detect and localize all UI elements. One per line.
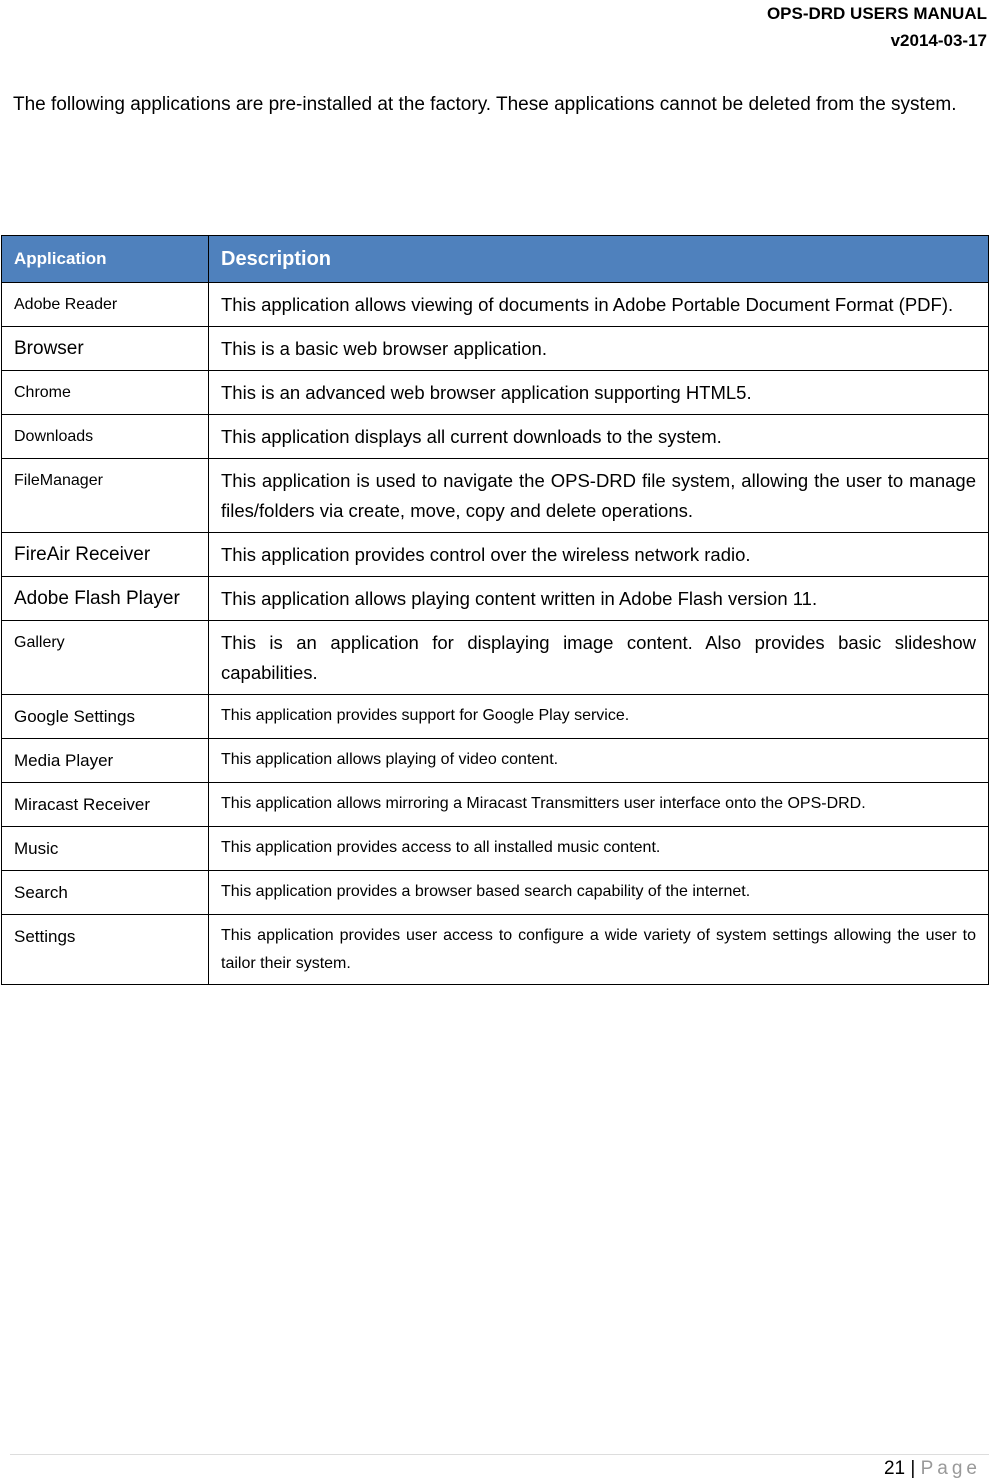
table-row bbox=[2, 283, 989, 327]
application-description: This application provides support for Google Play service. bbox=[209, 695, 989, 739]
table-row bbox=[2, 621, 989, 695]
application-name: Music bbox=[2, 827, 209, 871]
application-name: Settings bbox=[2, 915, 209, 985]
application-name: Gallery bbox=[2, 621, 209, 695]
application-description: This is an application for displaying image content. Also provides basic slideshow capabilities. bbox=[209, 621, 989, 695]
table-row bbox=[2, 915, 989, 985]
table-row bbox=[2, 871, 989, 915]
application-description: This is a basic web browser application. bbox=[209, 327, 989, 371]
application-description: This application allows viewing of documents in Adobe Portable Document Format (PDF). bbox=[209, 283, 989, 327]
table-row bbox=[2, 577, 989, 621]
column-header-application: Application bbox=[2, 236, 209, 283]
applications-table bbox=[1, 235, 989, 985]
application-description: This application provides control over the wireless network radio. bbox=[209, 533, 989, 577]
application-name: Downloads bbox=[2, 415, 209, 459]
application-description: This application allows playing of video content. bbox=[209, 739, 989, 783]
page-separator: | bbox=[910, 1458, 916, 1479]
page-number bbox=[884, 1458, 981, 1480]
application-name: Adobe Reader bbox=[2, 283, 209, 327]
table-row bbox=[2, 415, 989, 459]
table-row bbox=[2, 533, 989, 577]
table-row bbox=[2, 827, 989, 871]
table-row bbox=[2, 695, 989, 739]
table-header-row bbox=[2, 236, 989, 283]
page-number-value: 21 bbox=[883, 1458, 906, 1479]
table-row bbox=[2, 459, 989, 533]
table-row bbox=[2, 739, 989, 783]
application-name: Media Player bbox=[2, 739, 209, 783]
application-name: Chrome bbox=[2, 371, 209, 415]
page-header bbox=[767, 0, 987, 54]
application-description: This is an advanced web browser application supporting HTML5. bbox=[209, 371, 989, 415]
application-name: FireAir Receiver bbox=[2, 533, 209, 577]
application-name: Google Settings bbox=[2, 695, 209, 739]
table-row bbox=[2, 327, 989, 371]
application-name: Adobe Flash Player bbox=[2, 577, 209, 621]
application-description: This application is used to navigate the OPS-DRD file system, allowing the user to manage files/folders via create, move, copy and delete operations. bbox=[209, 459, 989, 533]
application-name: Search bbox=[2, 871, 209, 915]
manual-version: v2014-03-17 bbox=[890, 31, 987, 50]
application-description: This application provides user access to configure a wide variety of system settings allowing the user to tailor their system. bbox=[209, 915, 989, 985]
intro-paragraph: The following applications are pre-installed at the factory. These applications cannot be deleted from the system. bbox=[13, 94, 957, 115]
page-label: Page bbox=[920, 1458, 981, 1479]
application-name: Browser bbox=[2, 327, 209, 371]
application-description: This application allows playing content written in Adobe Flash version 11. bbox=[209, 577, 989, 621]
footer-divider bbox=[10, 1454, 989, 1455]
column-header-description: Description bbox=[209, 236, 989, 283]
application-description: This application allows mirroring a Miracast Transmitters user interface onto the OPS-DRD. bbox=[209, 783, 989, 827]
application-name: FileManager bbox=[2, 459, 209, 533]
application-name: Miracast Receiver bbox=[2, 783, 209, 827]
manual-title: OPS-DRD USERS MANUAL bbox=[766, 4, 987, 23]
table-row bbox=[2, 371, 989, 415]
application-description: This application displays all current downloads to the system. bbox=[209, 415, 989, 459]
application-description: This application provides access to all installed music content. bbox=[209, 827, 989, 871]
table-row bbox=[2, 783, 989, 827]
application-description: This application provides a browser based search capability of the internet. bbox=[209, 871, 989, 915]
